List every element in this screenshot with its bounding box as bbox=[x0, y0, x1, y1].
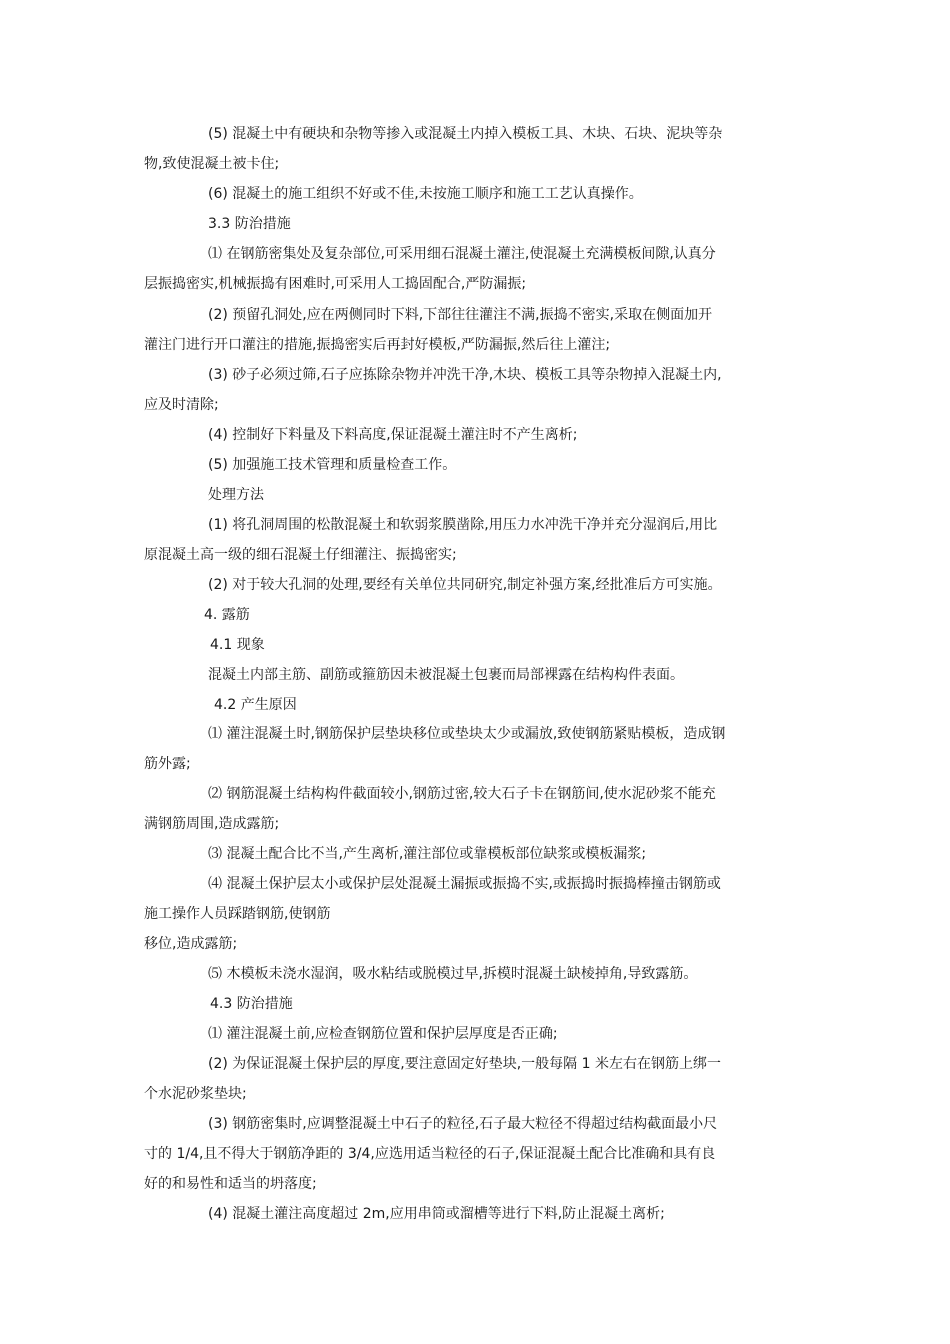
paragraph-line: 混凝土内部主筋、副筋或箍筋因未被混凝土包裹而局部裸露在结构构件表面。 bbox=[208, 667, 684, 683]
paragraph-line: (3) 钢筋密集时,应调整混凝土中石子的粒径,石子最大粒径不得超过结构截面最小尺 bbox=[208, 1116, 718, 1132]
section-heading: 4.2 产生原因 bbox=[214, 697, 297, 713]
paragraph-line: (1) 将孔洞周围的松散混凝土和软弱浆膜凿除,用压力水冲洗干净并充分湿润后,用比 bbox=[208, 517, 718, 533]
paragraph-line: ⑴ 灌注混凝土前,应检查钢筋位置和保护层厚度是否正确; bbox=[208, 1026, 558, 1042]
paragraph-line: (4) 控制好下料量及下料高度,保证混凝土灌注时不产生离析; bbox=[208, 427, 578, 443]
paragraph-line: ⑴ 灌注混凝土时,钢筋保护层垫块移位或垫块太少或漏放,致使钢筋紧贴模板，造成钢 bbox=[208, 726, 726, 742]
paragraph-line: 好的和易性和适当的坍落度; bbox=[144, 1176, 317, 1192]
paragraph-line: (5) 混凝土中有硬块和杂物等掺入或混凝土内掉入模板工具、木块、石块、泥块等杂 bbox=[208, 126, 723, 142]
paragraph-line: 物,致使混凝土被卡住; bbox=[144, 156, 280, 172]
paragraph-line: (3) 砂子必须过筛,石子应拣除杂物并冲洗干净,木块、模板工具等杂物掉入混凝土内, bbox=[208, 367, 722, 383]
paragraph-line: (5) 加强施工技术管理和质量检查工作。 bbox=[208, 457, 457, 473]
section-heading: 3.3 防治措施 bbox=[208, 216, 291, 232]
section-heading: 4.3 防治措施 bbox=[210, 996, 293, 1012]
section-heading: 4.1 现象 bbox=[210, 637, 265, 653]
paragraph-line: ⑸ 木模板未浇水湿润，吸水粘结或脱模过早,拆模时混凝土缺棱掉角,导致露筋。 bbox=[208, 966, 698, 982]
paragraph-line: 移位,造成露筋; bbox=[144, 936, 238, 952]
paragraph-line: 原混凝土高一级的细石混凝土仔细灌注、振捣密实; bbox=[144, 547, 457, 563]
paragraph-line: 应及时清除; bbox=[144, 397, 219, 413]
paragraph-line: 层振捣密实,机械振捣有困难时,可采用人工捣固配合,严防漏振; bbox=[144, 276, 527, 292]
paragraph-line: (6) 混凝土的施工组织不好或不佳,未按施工顺序和施工工艺认真操作。 bbox=[208, 186, 643, 202]
paragraph-line: ⑴ 在钢筋密集处及复杂部位,可采用细石混凝土灌注,使混凝土充满模板间隙,认真分 bbox=[208, 246, 716, 262]
paragraph-line: (2) 预留孔洞处,应在两侧同时下料,下部往往灌注不满,振捣不密实,采取在侧面加开 bbox=[208, 307, 713, 323]
paragraph-line: (2) 为保证混凝土保护层的厚度,要注意固定好垫块,一般每隔 1 米左右在钢筋上绑一 bbox=[208, 1056, 721, 1072]
paragraph-line: 灌注门进行开口灌注的措施,振捣密实后再封好模板,严防漏振,然后往上灌注; bbox=[144, 337, 611, 353]
paragraph-line: 寸的 1/4,且不得大于钢筋净距的 3/4,应选用适当粒径的石子,保证混凝土配合比准确和具有良 bbox=[144, 1146, 716, 1162]
paragraph-line: (2) 对于较大孔洞的处理,要经有关单位共同研究,制定补强方案,经批准后方可实施。 bbox=[208, 577, 722, 593]
section-heading: 处理方法 bbox=[208, 487, 264, 503]
paragraph-line: 施工操作人员踩踏钢筋,使钢筋 bbox=[144, 906, 331, 922]
paragraph-line: ⑷ 混凝土保护层太小或保护层处混凝土漏振或振捣不实,或振捣时振捣棒撞击钢筋或 bbox=[208, 876, 721, 892]
paragraph-line: ⑵ 钢筋混凝土结构构件截面较小,钢筋过密,较大石子卡在钢筋间,使水泥砂浆不能充 bbox=[208, 786, 716, 802]
paragraph-line: (4) 混凝土灌注高度超过 2m,应用串筒或溜槽等进行下料,防止混凝土离析; bbox=[208, 1206, 665, 1222]
section-heading: 4. 露筋 bbox=[204, 607, 250, 623]
paragraph-line: 筋外露; bbox=[144, 756, 191, 772]
paragraph-line: 满钢筋周围,造成露筋; bbox=[144, 816, 280, 832]
paragraph-line: ⑶ 混凝土配合比不当,产生离析,灌注部位或靠模板部位缺浆或模板漏浆; bbox=[208, 846, 647, 862]
paragraph-line: 个水泥砂浆垫块; bbox=[144, 1086, 247, 1102]
